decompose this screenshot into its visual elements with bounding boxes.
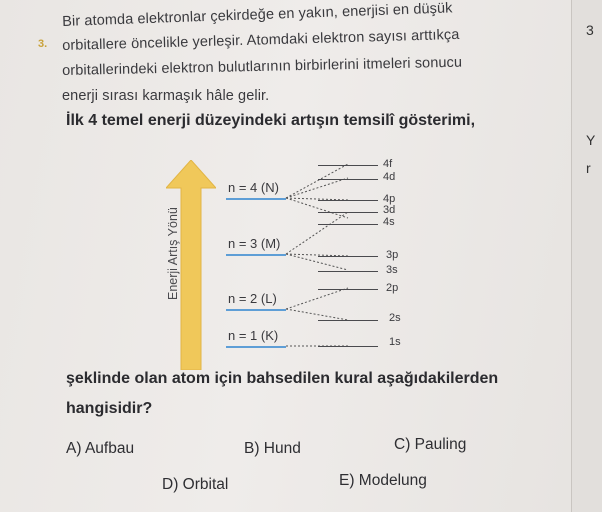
orbital-line-2s bbox=[318, 320, 378, 321]
energy-axis-label: Enerji Artış Yönü bbox=[166, 207, 180, 300]
level-label-n1: n = 1 (K) bbox=[228, 328, 279, 343]
paragraph-line: Bir atomda elektronlar çekirdeğe en yakın, enerjisi en düşük bbox=[62, 0, 453, 30]
margin-fragment: r bbox=[586, 160, 591, 176]
option-c[interactable]: C) Pauling bbox=[394, 436, 467, 453]
option-e[interactable]: E) Modelung bbox=[339, 472, 427, 489]
margin-fragment: Y bbox=[586, 132, 596, 148]
level-connectors bbox=[282, 160, 352, 360]
orbital-label-2p: 2p bbox=[386, 282, 399, 294]
question-text: şeklinde olan atom için bahsedilen kural aşağıdakilerden bbox=[66, 370, 499, 387]
orbital-line-3d bbox=[318, 212, 378, 213]
paragraph-line: enerji sırası karmaşık hâle gelir. bbox=[62, 88, 270, 104]
orbital-line-4s bbox=[318, 224, 378, 225]
option-d[interactable]: D) Orbital bbox=[162, 476, 229, 493]
orbital-line-2p bbox=[318, 289, 378, 290]
level-line-n4 bbox=[226, 198, 286, 200]
question-number: 3. bbox=[38, 38, 48, 50]
level-line-n3 bbox=[226, 254, 286, 256]
orbital-label-4d: 4d bbox=[383, 171, 396, 183]
orbital-line-4f bbox=[318, 165, 378, 166]
option-a[interactable]: A) Aufbau bbox=[66, 440, 135, 457]
margin-fragment: 3 bbox=[586, 22, 594, 38]
orbital-line-4p bbox=[318, 200, 378, 201]
orbital-label-3s: 3s bbox=[386, 264, 398, 276]
orbital-label-4s: 4s bbox=[383, 216, 395, 228]
level-label-n3: n = 3 (M) bbox=[228, 236, 281, 251]
level-label-n4: n = 4 (N) bbox=[228, 180, 279, 195]
question-text: hangisidir? bbox=[66, 400, 153, 417]
orbital-line-3s bbox=[318, 271, 378, 272]
option-b[interactable]: B) Hund bbox=[244, 440, 301, 457]
orbital-label-1s: 1s bbox=[389, 336, 401, 348]
orbital-label-4f: 4f bbox=[383, 158, 393, 170]
orbital-label-3d: 3d bbox=[383, 204, 396, 216]
orbital-line-3p bbox=[318, 256, 378, 257]
orbital-label-2s: 2s bbox=[389, 312, 401, 324]
orbital-line-4d bbox=[318, 179, 378, 180]
orbital-label-3p: 3p bbox=[386, 249, 399, 261]
level-label-n2: n = 2 (L) bbox=[228, 291, 277, 306]
level-line-n1 bbox=[226, 346, 286, 348]
orbital-label-4p: 4p bbox=[383, 193, 396, 205]
level-line-n2 bbox=[226, 309, 286, 311]
orbital-line-1s bbox=[318, 346, 378, 347]
paragraph-line: orbitallere öncelikle yerleşir. Atomdaki elektron sayısı arttıkça bbox=[62, 26, 460, 54]
diagram-caption: İlk 4 temel enerji düzeyindeki artışın temsilî gösterimi, bbox=[66, 112, 476, 129]
adjacent-page-strip bbox=[571, 0, 602, 512]
paragraph-line: orbitallerindeki elektron bulutlarının birbirlerini itmeleri sonucu bbox=[62, 54, 463, 79]
